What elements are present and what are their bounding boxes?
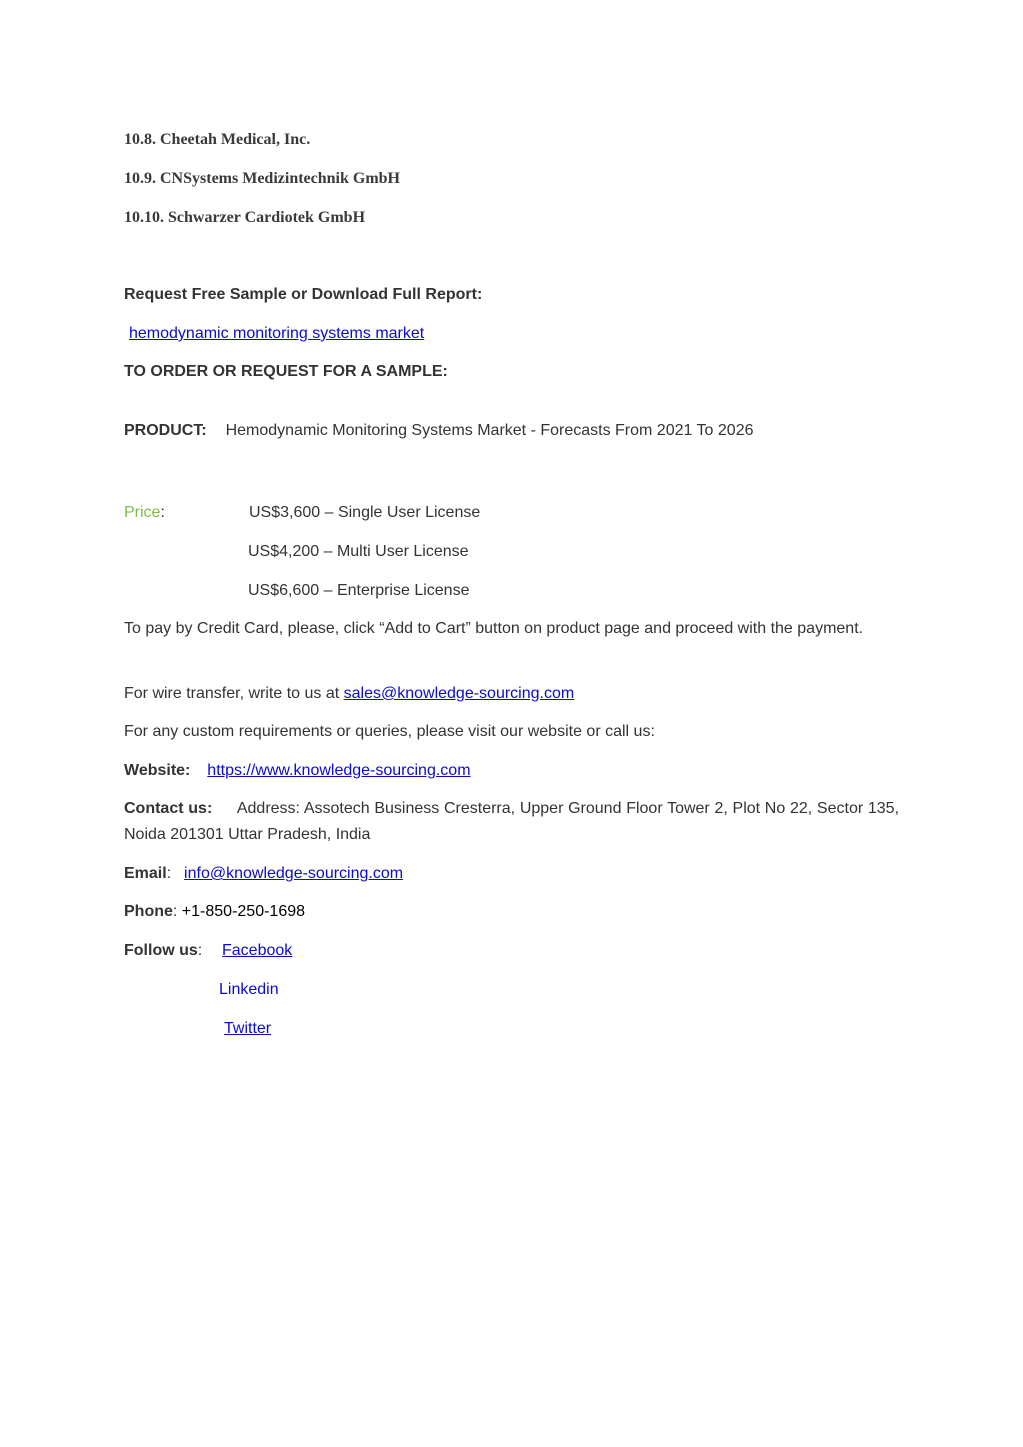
price-option-multi: US$4,200 – Multi User License [248, 543, 469, 560]
follow-us-label: Follow us [124, 942, 198, 959]
price-option-enterprise: US$6,600 – Enterprise License [248, 582, 470, 599]
facebook-link[interactable]: Facebook [222, 942, 293, 959]
twitter-link-line [224, 1019, 271, 1039]
product-value: Hemodynamic Monitoring Systems Market - Forecasts From 2021 To 2026 [225, 422, 754, 439]
email-label: Email [124, 865, 167, 882]
email-line [124, 864, 403, 884]
price-colon: : [160, 504, 165, 521]
product-line [124, 421, 753, 441]
website-label: Website: [124, 762, 191, 779]
custom-requirements-text: For any custom requirements or queries, please visit our website or call us: [124, 723, 655, 740]
wire-transfer-line [124, 684, 574, 704]
info-email-link[interactable]: info@knowledge-sourcing.com [184, 865, 404, 882]
toc-item-cheetah-medical: 10.8. Cheetah Medical, Inc. [124, 131, 311, 148]
facebook-link-line [222, 941, 292, 961]
report-link[interactable]: hemodynamic monitoring systems market [129, 325, 425, 342]
toc-item-schwarzer-cardiotek: 10.10. Schwarzer Cardiotek GmbH [124, 209, 366, 226]
email-colon: : [166, 865, 172, 882]
linkedin-link-line [219, 980, 279, 1000]
phone-value: +1-850-250-1698 [181, 903, 306, 920]
report-link-line [129, 324, 424, 344]
request-sample-heading: Request Free Sample or Download Full Report: [124, 286, 483, 303]
website-line [124, 761, 471, 781]
price-label: Price [124, 504, 161, 521]
twitter-link[interactable]: Twitter [224, 1020, 272, 1037]
contact-paragraph [124, 796, 899, 848]
phone-colon: : [172, 903, 178, 920]
order-heading: TO ORDER OR REQUEST FOR A SAMPLE: [124, 363, 448, 380]
contact-address: Address: Assotech Business Cresterra, Upper Ground Floor Tower 2, Plot No 22, Sector 135, Noida 201301 Uttar Pradesh, India [124, 800, 900, 843]
price-line [124, 503, 165, 523]
contact-label: Contact us: [124, 800, 213, 817]
follow-us-line [124, 941, 202, 961]
phone-label: Phone [124, 903, 173, 920]
linkedin-link[interactable]: Linkedin [219, 981, 279, 998]
price-option-single: US$3,600 – Single User License [249, 504, 481, 521]
product-label: PRODUCT: [124, 422, 207, 439]
follow-us-colon: : [197, 942, 203, 959]
phone-line [124, 902, 305, 922]
wire-transfer-text: For wire transfer, write to us at [124, 685, 344, 702]
credit-card-paragraph: To pay by Credit Card, please, click “Add to Cart” button on product page and proceed with the payment. [124, 620, 864, 637]
sales-email-link[interactable]: sales@knowledge-sourcing.com [343, 685, 575, 702]
website-link[interactable]: https://www.knowledge-sourcing.com [207, 762, 471, 779]
toc-item-cnsystems: 10.9. CNSystems Medizintechnik GmbH [124, 170, 400, 187]
